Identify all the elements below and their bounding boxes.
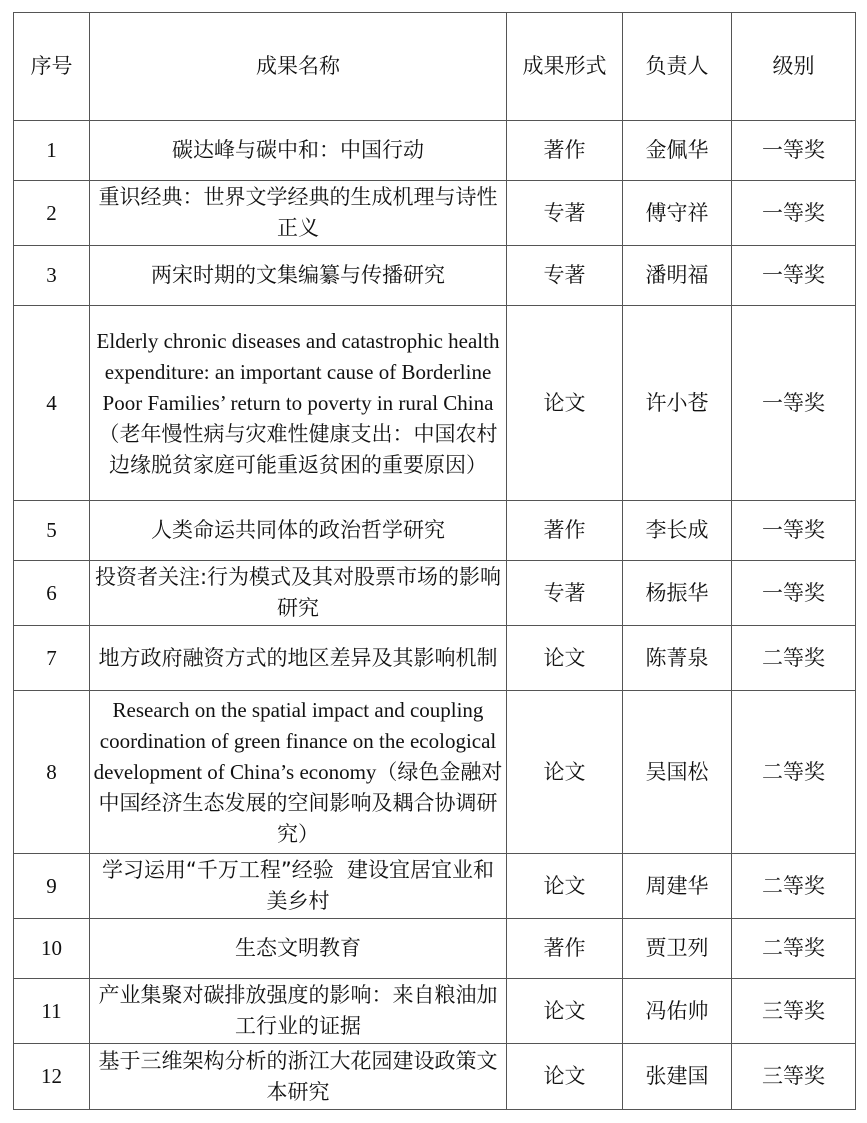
- row-level: 一等奖: [732, 306, 856, 501]
- row-title: 两宋时期的文集编纂与传播研究: [90, 246, 507, 306]
- table-row: [14, 246, 856, 306]
- row-title: 基于三维架构分析的浙江大花园建设政策文本研究: [90, 1044, 507, 1110]
- row-level: 三等奖: [732, 1044, 856, 1110]
- row-title: Research on the spatial impact and coupling coordination of green finance on the ecological development of China’s economy（绿色金融对中国经济生态发展的空间影响及耦合协调研究）: [90, 691, 507, 854]
- row-index: 8: [14, 691, 90, 854]
- row-title: 产业集聚对碳排放强度的影响：来自粮油加工行业的证据: [90, 979, 507, 1044]
- row-form: 专著: [507, 246, 623, 306]
- row-owner: 冯佑帅: [623, 979, 732, 1044]
- row-owner: 傅守祥: [623, 181, 732, 246]
- header-title: 成果名称: [90, 13, 507, 121]
- row-level: 一等奖: [732, 121, 856, 181]
- table-row: [14, 181, 856, 246]
- row-owner: 许小苍: [623, 306, 732, 501]
- row-form: 论文: [507, 306, 623, 501]
- row-index: 4: [14, 306, 90, 501]
- row-owner: 杨振华: [623, 561, 732, 626]
- row-title: Elderly chronic diseases and catastrophic health expenditure: an important cause of Borderline Poor Families’ return to poverty in rural China（老年慢性病与灾难性健康支出：中国农村边缘脱贫家庭可能重返贫困的重要原因）: [90, 306, 507, 501]
- table-row: [14, 561, 856, 626]
- awards-table: [13, 12, 856, 1110]
- row-owner: 吴国松: [623, 691, 732, 854]
- row-index: 7: [14, 626, 90, 691]
- header-row: [14, 13, 856, 121]
- header-level: 级别: [732, 13, 856, 121]
- row-form: 著作: [507, 121, 623, 181]
- row-form: 论文: [507, 854, 623, 919]
- row-owner: 李长成: [623, 501, 732, 561]
- row-title: 地方政府融资方式的地区差异及其影响机制: [90, 626, 507, 691]
- row-form: 著作: [507, 501, 623, 561]
- row-form: 论文: [507, 979, 623, 1044]
- row-level: 三等奖: [732, 979, 856, 1044]
- header-owner: 负责人: [623, 13, 732, 121]
- row-index: 10: [14, 919, 90, 979]
- row-level: 一等奖: [732, 181, 856, 246]
- row-level: 二等奖: [732, 691, 856, 854]
- row-index: 11: [14, 979, 90, 1044]
- row-level: 一等奖: [732, 246, 856, 306]
- row-index: 12: [14, 1044, 90, 1110]
- row-level: 二等奖: [732, 854, 856, 919]
- row-index: 5: [14, 501, 90, 561]
- row-owner: 潘明福: [623, 246, 732, 306]
- row-form: 专著: [507, 181, 623, 246]
- row-form: 论文: [507, 691, 623, 854]
- table-row: [14, 691, 856, 854]
- row-level: 一等奖: [732, 561, 856, 626]
- row-owner: 贾卫列: [623, 919, 732, 979]
- table-row: [14, 1044, 856, 1110]
- row-owner: 金佩华: [623, 121, 732, 181]
- row-form: 著作: [507, 919, 623, 979]
- row-title: 学习运用“千万工程”经验 建设宜居宜业和美乡村: [90, 854, 507, 919]
- table-row: [14, 854, 856, 919]
- row-owner: 张建国: [623, 1044, 732, 1110]
- row-index: 6: [14, 561, 90, 626]
- table-row: [14, 501, 856, 561]
- row-index: 3: [14, 246, 90, 306]
- row-title: 重识经典：世界文学经典的生成机理与诗性正义: [90, 181, 507, 246]
- row-title: 生态文明教育: [90, 919, 507, 979]
- row-index: 9: [14, 854, 90, 919]
- row-title: 碳达峰与碳中和：中国行动: [90, 121, 507, 181]
- table-row: [14, 306, 856, 501]
- row-form: 论文: [507, 1044, 623, 1110]
- table-row: [14, 121, 856, 181]
- table-row: [14, 626, 856, 691]
- row-index: 2: [14, 181, 90, 246]
- row-form: 专著: [507, 561, 623, 626]
- row-title: 人类命运共同体的政治哲学研究: [90, 501, 507, 561]
- row-owner: 陈菁泉: [623, 626, 732, 691]
- row-level: 二等奖: [732, 919, 856, 979]
- table-row: [14, 919, 856, 979]
- row-level: 一等奖: [732, 501, 856, 561]
- header-index: 序号: [14, 13, 90, 121]
- row-level: 二等奖: [732, 626, 856, 691]
- row-owner: 周建华: [623, 854, 732, 919]
- table-row: [14, 979, 856, 1044]
- header-form: 成果形式: [507, 13, 623, 121]
- row-title: 投资者关注:行为模式及其对股票市场的影响研究: [90, 561, 507, 626]
- row-form: 论文: [507, 626, 623, 691]
- row-index: 1: [14, 121, 90, 181]
